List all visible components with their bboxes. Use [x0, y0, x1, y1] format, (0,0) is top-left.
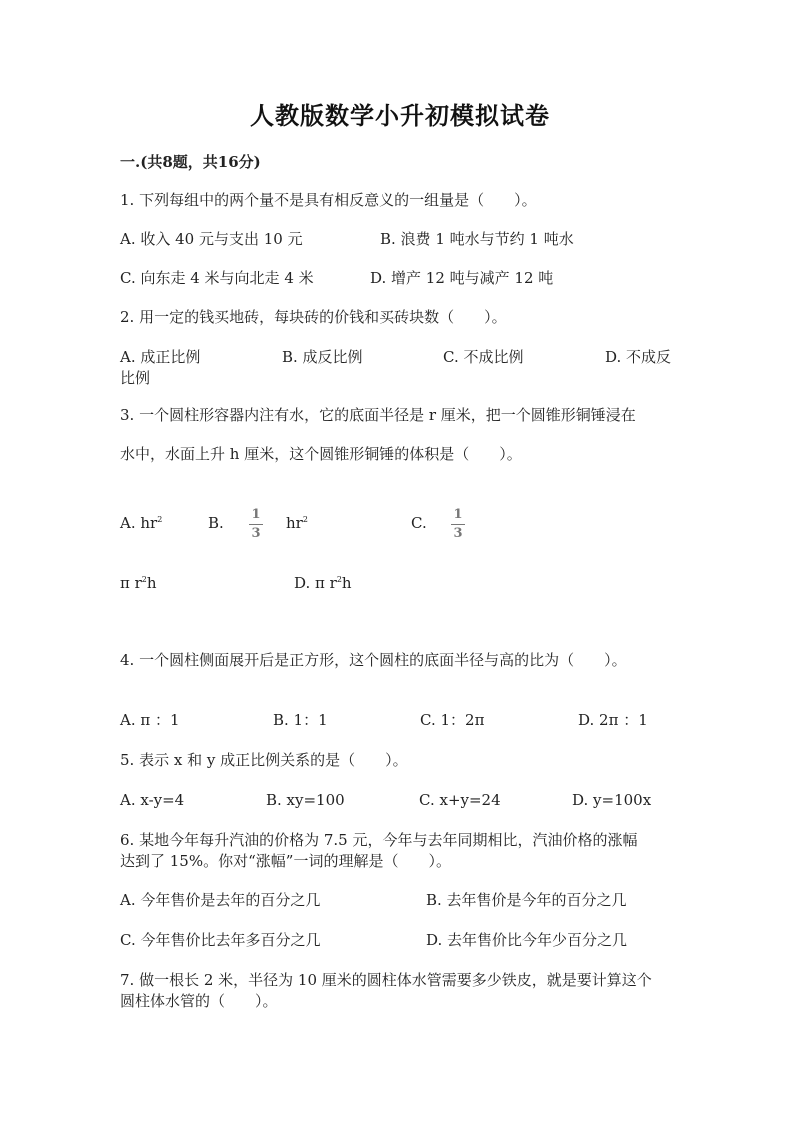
q1-option-b: B. 浪费 1 吨水与节约 1 吨水	[380, 230, 574, 248]
question-7-line-1: 7. 做一根长 2 米，半径为 10 厘米的圆柱体水管需要多少铁皮，就是要计算这个	[120, 971, 652, 989]
q6-option-c: C. 今年售价比去年多百分之几	[120, 931, 321, 949]
q2-option-b: B. 成反比例	[282, 348, 363, 366]
q3-option-c-label: C.	[411, 514, 427, 532]
q4-option-b: B. 1：1	[273, 711, 328, 729]
question-6-line-2: 达到了 15%。你对“涨幅”一词的理解是（ ）。	[120, 852, 451, 870]
question-5: 5. 表示 x 和 y 成正比例关系的是（ ）。	[120, 751, 408, 769]
q3-option-c-fraction: $\frac{1}{3}$	[451, 508, 465, 541]
q5-option-c: C. x+y=24	[419, 791, 501, 809]
q3-option-d: D. π $r^2h$	[294, 574, 352, 592]
question-4: 4. 一个圆柱侧面展开后是正方形，这个圆柱的底面半径与高的比为（ ）。	[120, 651, 627, 669]
question-3-line-2: 水中，水面上升 h 厘米，这个圆锥形铜锤的体积是（ ）。	[120, 445, 522, 463]
q4-option-c: C. 1：2π	[420, 711, 485, 729]
q5-option-a: A. x-y=4	[120, 791, 185, 809]
q3-option-a: A. $hr^2$	[120, 514, 163, 532]
section-heading: 一.(共8题，共16分)	[120, 153, 261, 171]
q6-option-d: D. 去年售价比今年少百分之几	[426, 931, 628, 949]
question-6-line-1: 6. 某地今年每升汽油的价格为 7.5 元，今年与去年同期相比，汽油价格的涨幅	[120, 831, 638, 849]
q2-option-a: A. 成正比例	[120, 348, 201, 366]
q1-option-c: C. 向东走 4 米与向北走 4 米	[120, 269, 314, 287]
q5-option-d: D. y=100x	[572, 791, 652, 809]
q1-option-a: A. 收入 40 元与支出 10 元	[120, 230, 303, 248]
question-7-line-2: 圆柱体水管的（ ）。	[120, 992, 278, 1010]
q4-option-a: A. π ：1	[120, 711, 180, 729]
q2-option-c: C. 不成比例	[443, 348, 524, 366]
q4-option-d: D. 2π ：1	[578, 711, 648, 729]
q1-option-d: D. 增产 12 吨与减产 12 吨	[370, 269, 554, 287]
q2-option-d-continued: 比例	[120, 369, 151, 387]
question-2: 2. 用一定的钱买地砖，每块砖的价钱和买砖块数（ ）。	[120, 308, 507, 326]
q6-option-b: B. 去年售价是今年的百分之几	[426, 891, 627, 909]
page-title: 人教版数学小升初模拟试卷	[250, 101, 550, 130]
q5-option-b: B. xy=100	[266, 791, 345, 809]
q3-option-b-expression: $hr^2$	[286, 514, 308, 532]
q2-option-d: D. 不成反	[605, 348, 672, 366]
q6-option-a: A. 今年售价是去年的百分之几	[120, 891, 321, 909]
question-1: 1. 下列每组中的两个量不是具有相反意义的一组量是（ ）。	[120, 191, 537, 209]
question-3-line-1: 3. 一个圆柱形容器内注有水，它的底面半径是 r 厘米，把一个圆锥形铜锤浸在	[120, 406, 636, 424]
q3-option-b-fraction: $\frac{1}{3}$	[249, 508, 263, 541]
q3-option-c-expression: π $r^2h$	[120, 574, 157, 592]
q3-option-b-label: B.	[208, 514, 224, 532]
